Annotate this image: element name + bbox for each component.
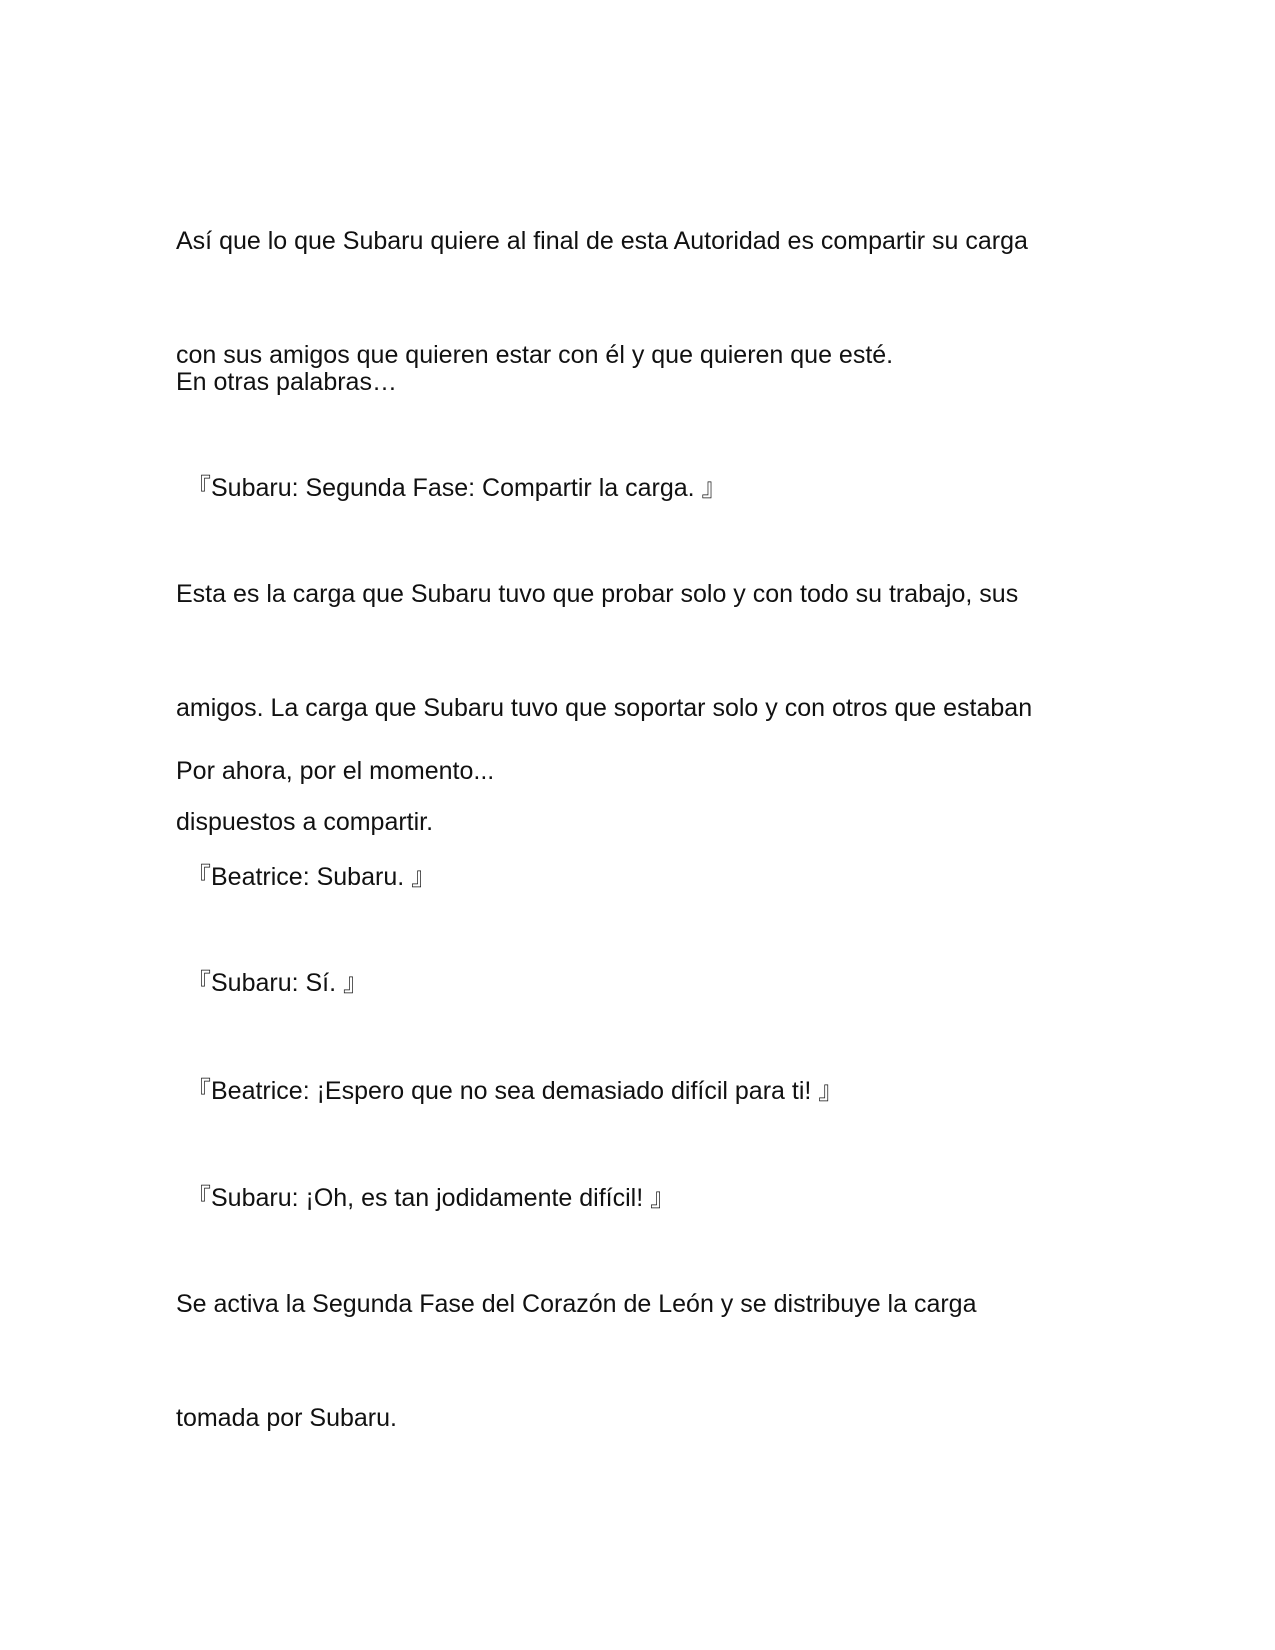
text-line: tomada por Subaru. xyxy=(176,1404,397,1432)
text-line: Así que lo que Subaru quiere al final de esta Autoridad es compartir su carga xyxy=(176,227,1028,255)
text-line: dispuestos a compartir. xyxy=(176,808,434,836)
text-line: Se activa la Segunda Fase del Corazón de León y se distribuye la carga xyxy=(176,1290,977,1318)
text-line: Por ahora, por el momento... xyxy=(176,757,495,785)
text-line: amigos. La carga que Subaru tuvo que soportar solo y con otros que estaban xyxy=(176,694,1033,722)
text-line: con sus amigos que quieren estar con él y que quieren que esté. xyxy=(176,341,894,369)
text-line: En otras palabras… xyxy=(176,368,397,396)
text-line: 『Subaru: ¡Oh, es tan jodidamente difícil! 』 xyxy=(186,1184,676,1212)
text-line: 『Subaru: Segunda Fase: Compartir la carga. 』 xyxy=(186,474,727,502)
paragraph-lionheart-activation xyxy=(176,1209,1116,1513)
text-line: Esta es la carga que Subaru tuvo que probar solo y con todo su trabajo, sus xyxy=(176,580,1019,608)
text-line: 『Beatrice: Subaru. 』 xyxy=(186,863,437,891)
text-line: 『Beatrice: ¡Espero que no sea demasiado difícil para ti! 』 xyxy=(186,1077,844,1105)
text-line: 『Subaru: Sí. 』 xyxy=(186,969,369,997)
